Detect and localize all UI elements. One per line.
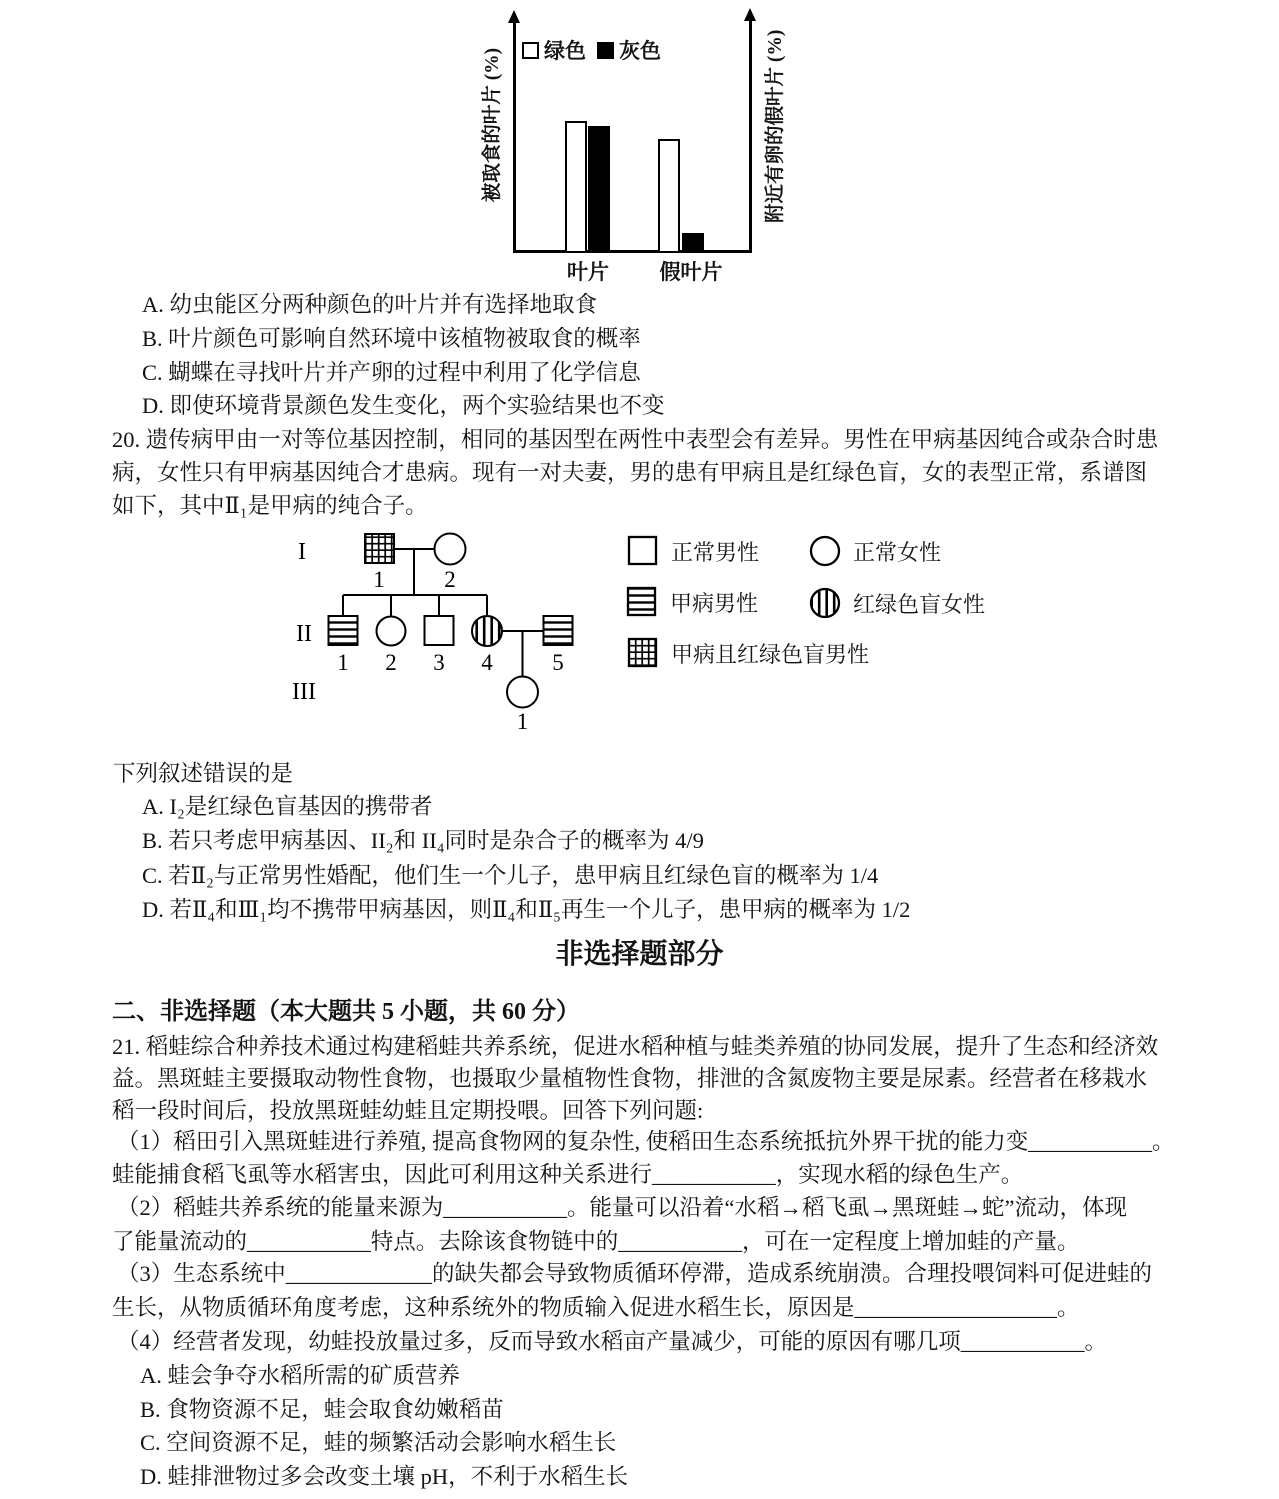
- pedigree-number-II2: 2: [385, 650, 397, 675]
- bar-假叶片-灰色: [682, 233, 704, 253]
- q21-sub1-2: 蛙能捕食稻飞虱等水稻害虫，因此可利用这种关系进行___________，实现水稻的绿色生产。: [112, 1162, 1024, 1187]
- bar-假叶片-绿色: [658, 139, 680, 253]
- pedigree-legend-label: 正常女性: [853, 539, 942, 565]
- x-category-leaf: 叶片: [567, 260, 609, 284]
- pedigree-diagram: [278, 521, 628, 741]
- q20-option-a: A. I₂是红绿色盲基因的携带者: [142, 794, 433, 819]
- q21-sub2: （2）稻蛙共养系统的能量来源为___________。能量可以沿着“水稻→稻飞虱→黑斑蛙→蛇”流动，体现: [117, 1195, 1127, 1220]
- pedigree-II2-normal-female: [377, 617, 406, 646]
- pedigree-legend-normal-female: [808, 534, 941, 568]
- pedigree-legend-label: 甲病男性: [670, 590, 759, 616]
- pedigree-II5-sick-male: [544, 616, 573, 645]
- pedigree-legend-label: 甲病且红绿色盲男性: [671, 641, 870, 667]
- q20-question: 下列叙述错误的是: [113, 761, 294, 786]
- butterfly-feeding-bar-chart: [470, 8, 815, 298]
- pedigree-II3-normal-male: [425, 616, 454, 645]
- pedigree-number-I1: 1: [373, 567, 385, 592]
- square-plain-icon: [626, 534, 660, 568]
- q20-stem-line-2: 病，女性只有甲病基因纯合才患病。现有一对夫妻，男的患有甲病且是红绿色盲，女的表型正常，系谱图: [112, 460, 1148, 485]
- bars-container: [470, 8, 815, 298]
- circle-vstripe-icon: [808, 586, 842, 620]
- q19-option-c: C. 蝴蝶在寻找叶片并产卵的过程中利用了化学信息: [142, 360, 641, 385]
- pedigree-number-II4: 4: [481, 650, 493, 675]
- q21-sub1: （1）稻田引入黑斑蛙进行养殖, 提高食物网的复杂性, 使稻田生态系统抵抗外界干扰的能力变___________。: [117, 1129, 1175, 1154]
- bar-叶片-灰色: [588, 126, 610, 253]
- right-y-axis-label: 附近有卵的假叶片 (%): [765, 29, 786, 223]
- q21-line-2: 益。黑斑蛙主要摄取动物性食物，也摄取少量植物性食物，排泄的含氮废物主要是尿素。经营者在移栽水: [112, 1066, 1148, 1091]
- pedigree-legend-sick-male: [625, 585, 758, 619]
- section-header: 非选择题部分: [555, 939, 724, 970]
- q21-option-b: B. 食物资源不足，蛙会取食幼嫩稻苗: [140, 1397, 504, 1422]
- q21-sub2-2: 了能量流动的___________特点。去除该食物链中的___________，可在一定程度上增加蛙的产量。: [112, 1229, 1080, 1254]
- q21-sub3: （3）生态系统中_____________的缺失都会导致物质循环停滞，造成系统崩溃。合理投喂饲料可促进蛙的: [117, 1261, 1153, 1286]
- q21-option-d: D. 蛙排泄物过多会改变土壤 pH，不利于水稻生长: [140, 1464, 629, 1489]
- left-y-axis-label: 被取食的叶片 (%): [482, 47, 503, 203]
- pedigree-number-II3: 3: [433, 650, 445, 675]
- pedigree-legend-normal-male: [626, 534, 759, 568]
- q20-stem-line-3: 如下，其中Ⅱ₁是甲病的纯合子。: [112, 493, 428, 518]
- pedigree-legend-both-male: [626, 636, 869, 670]
- pedigree-number-II5: 5: [552, 650, 564, 675]
- q21-option-c: C. 空间资源不足，蛙的频繁活动会影响水稻生长: [140, 1430, 617, 1455]
- pedigree-number-II1: 1: [337, 650, 349, 675]
- pedigree-legend-label: 红绿色盲女性: [853, 591, 986, 617]
- q21-option-a: A. 蛙会争夺水稻所需的矿质营养: [140, 1363, 460, 1388]
- q20-option-b: B. 若只考虑甲病基因、II₂和 II₄同时是杂合子的概率为 4/9: [142, 828, 704, 853]
- q20-option-d: D. 若Ⅱ₄和Ⅲ₁均不携带甲病基因，则Ⅱ₄和Ⅱ₅再生一个儿子，患甲病的概率为 1/2: [142, 897, 911, 922]
- legend-label-gray: 灰色: [619, 39, 661, 63]
- q21-sub4: （4）经营者发现，幼蛙投放量过多，反而导致水稻亩产量减少，可能的原因有哪几项___________。: [117, 1329, 1108, 1354]
- x-category-fake-leaf: 假叶片: [659, 260, 723, 284]
- q21-sub3-2: 生长，从物质循环角度考虑，这种系统外的物质输入促进水稻生长，原因是__________________。: [112, 1295, 1080, 1320]
- generation-label-1: I: [298, 539, 306, 565]
- pedigree-number-III1: 1: [516, 709, 529, 734]
- legend-label-green: 绿色: [544, 39, 586, 63]
- pedigree-legend-colorblind-female: [808, 586, 985, 620]
- q19-option-d: D. 即使环境背景颜色发生变化，两个实验结果也不变: [142, 393, 665, 418]
- pedigree-I2-normal-female: [435, 534, 466, 565]
- generation-label-3: III: [292, 679, 316, 705]
- bar-叶片-绿色: [565, 121, 587, 253]
- pedigree-I1-affected-both-male: [365, 534, 394, 563]
- q20-stem-line-1: 20. 遗传病甲由一对等位基因控制，相同的基因型在两性中表型会有差异。男性在甲病基因纯合或杂合时患: [112, 427, 1159, 452]
- pedigree-III1-normal-female: [507, 677, 538, 708]
- pedigree-legend-label: 正常男性: [671, 539, 760, 565]
- q19-option-b: B. 叶片颜色可影响自然环境中该植物被取食的概率: [142, 326, 641, 351]
- pedigree-number-I2: 2: [444, 567, 456, 592]
- generation-label-2: II: [296, 621, 312, 647]
- q19-option-a: A. 幼虫能区分两种颜色的叶片并有选择地取食: [142, 292, 597, 317]
- pedigree-II1-sick-male: [329, 616, 358, 645]
- square-grid-icon: [626, 636, 660, 670]
- circle-plain-icon: [808, 534, 842, 568]
- pedigree-II4-colorblind-female: [472, 616, 502, 646]
- q21-line-1: 21. 稻蛙综合种养技术通过构建稻蛙共养系统，促进水稻种植与蛙类养殖的协同发展，提升了生态和经济效: [112, 1034, 1159, 1059]
- section-subheader: 二、非选择题（本大题共 5 小题，共 60 分）: [112, 999, 580, 1025]
- q20-option-c: C. 若Ⅱ₂与正常男性婚配，他们生一个儿子，患甲病且红绿色盲的概率为 1/4: [142, 863, 879, 888]
- q21-line-3: 稻一段时间后，投放黑斑蛙幼蛙且定期投喂。回答下列问题:: [112, 1098, 704, 1123]
- square-hstripe-icon: [625, 585, 659, 619]
